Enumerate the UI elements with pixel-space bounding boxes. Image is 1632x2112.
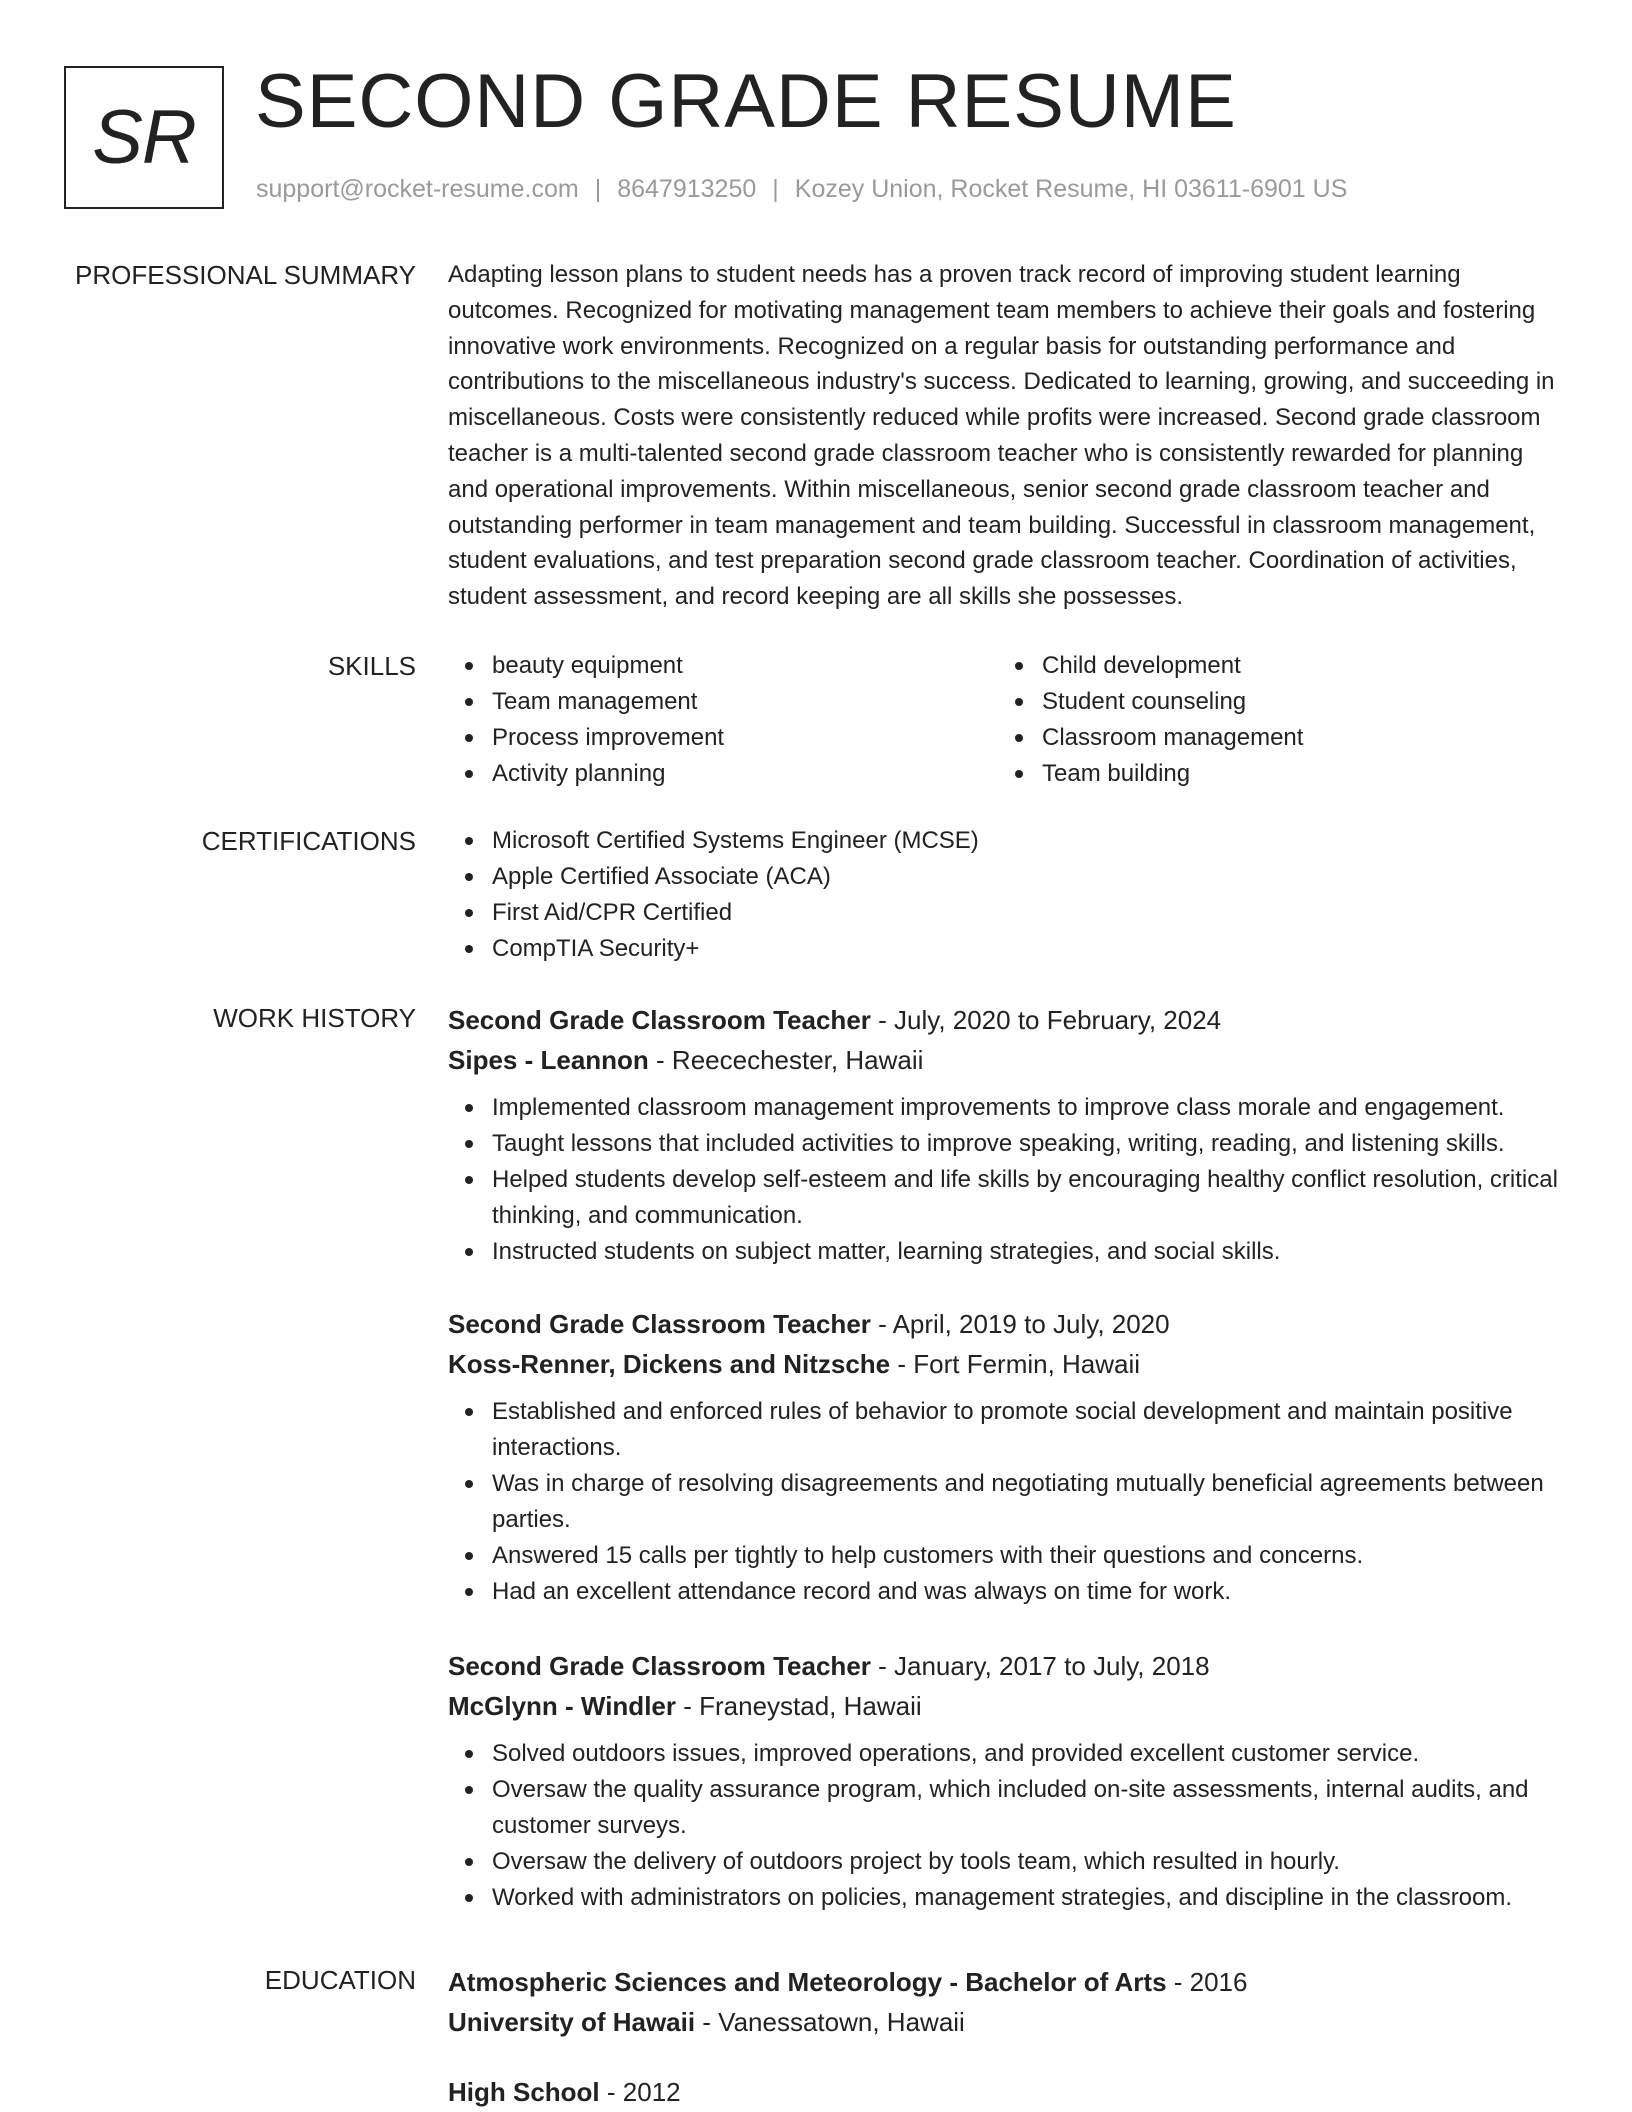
job-duties-list: [448, 1736, 1568, 1916]
contact-separator: |: [772, 175, 779, 203]
job-company: Koss-Renner, Dickens and Nitzsche: [448, 1349, 891, 1379]
job-dates: - January, 2017 to July, 2018: [870, 1651, 1210, 1681]
education-degree-line: [448, 2072, 1568, 2112]
contact-separator: |: [594, 175, 602, 203]
job-location: - Reecechester, Hawaii: [648, 1045, 924, 1075]
job-duty-item: Implemented classroom management improvements to improve class morale and engagement.: [448, 1090, 1568, 1126]
skill-item: Team building: [998, 756, 1548, 792]
job-duties-list: [448, 1090, 1568, 1270]
skills-column-left: [448, 648, 998, 792]
education-degree: High School: [448, 2077, 600, 2107]
job-entry: [448, 1000, 1568, 1270]
job-dates: - April, 2019 to July, 2020: [870, 1309, 1170, 1339]
job-title: Second Grade Classroom Teacher: [448, 1309, 871, 1339]
job-dates: - July, 2020 to February, 2024: [870, 1005, 1222, 1035]
education-location: - Vanessatown, Hawaii: [695, 2007, 965, 2037]
job-duty-item: Answered 15 calls per tightly to help customers with their questions and concerns.: [448, 1538, 1568, 1574]
skill-item: Team management: [448, 684, 998, 720]
skill-item: Activity planning: [448, 756, 998, 792]
job-title: Second Grade Classroom Teacher: [448, 1651, 871, 1681]
job-duty-item: Helped students develop self-esteem and life skills by encouraging healthy conflict resolution, critical thinking, and communication.: [448, 1162, 1568, 1234]
job-title-line: [448, 1646, 1568, 1686]
job-company: Sipes - Leannon: [448, 1045, 649, 1075]
education-year: - 2016: [1166, 1967, 1248, 1997]
job-duty-item: Worked with administrators on policies, management strategies, and discipline in the classroom.: [448, 1880, 1568, 1916]
job-duty-item: Was in charge of resolving disagreements and negotiating mutually beneficial agreements between parties.: [448, 1466, 1568, 1538]
job-company-line: [448, 1040, 1568, 1080]
job-company-line: [448, 1344, 1568, 1384]
skills-grid: [448, 648, 1568, 792]
certifications-list: [448, 823, 1568, 967]
section-heading-education: EDUCATION: [264, 1965, 416, 1995]
section-heading-work-history: WORK HISTORY: [213, 1003, 416, 1033]
job-duties-list: [448, 1394, 1568, 1610]
monogram-badge: [64, 66, 224, 209]
education-school-line: [448, 2002, 1568, 2042]
job-duty-item: Established and enforced rules of behavior to promote social development and maintain positive interactions.: [448, 1394, 1568, 1466]
certification-item: First Aid/CPR Certified: [448, 895, 1568, 931]
monogram-initials: SR: [92, 95, 196, 180]
certification-item: CompTIA Security+: [448, 931, 1568, 967]
education-body: [448, 1962, 1568, 2112]
job-company-line: [448, 1686, 1568, 1726]
certification-item: Microsoft Certified Systems Engineer (MCSE): [448, 823, 1568, 859]
education-degree: Atmospheric Sciences and Meteorology - Bachelor of Arts: [448, 1967, 1167, 1997]
section-heading-skills: SKILLS: [327, 651, 416, 681]
resume-title: SECOND GRADE RESUME: [255, 59, 1237, 144]
skill-item: beauty equipment: [448, 648, 998, 684]
job-title-line: [448, 1000, 1568, 1040]
contact-phone: 8647913250: [617, 175, 757, 203]
job-duty-item: Had an excellent attendance record and was always on time for work.: [448, 1574, 1568, 1610]
job-title-line: [448, 1304, 1568, 1344]
section-heading-summary: PROFESSIONAL SUMMARY: [75, 260, 416, 290]
skill-item: Process improvement: [448, 720, 998, 756]
job-duty-item: Oversaw the delivery of outdoors project by tools team, which resulted in hourly.: [448, 1844, 1568, 1880]
section-heading-certifications: CERTIFICATIONS: [201, 826, 416, 856]
certification-item: Apple Certified Associate (ACA): [448, 859, 1568, 895]
education-school: University of Hawaii: [448, 2007, 696, 2037]
job-title: Second Grade Classroom Teacher: [448, 1005, 871, 1035]
job-duty-item: Instructed students on subject matter, learning strategies, and social skills.: [448, 1234, 1568, 1270]
job-location: - Franeystad, Hawaii: [676, 1691, 922, 1721]
skill-item: Child development: [998, 648, 1548, 684]
contact-line: [256, 175, 1347, 204]
job-duty-item: Oversaw the quality assurance program, which included on-site assessments, internal audits, and customer surveys.: [448, 1772, 1568, 1844]
education-degree-line: [448, 1962, 1568, 2002]
contact-address: Kozey Union, Rocket Resume, HI 03611-6901 US: [794, 175, 1348, 203]
job-duty-item: Solved outdoors issues, improved operations, and provided excellent customer service.: [448, 1736, 1568, 1772]
skills-column-right: [998, 648, 1548, 792]
summary-text: Adapting lesson plans to student needs has a proven track record of improving student learning outcomes. Recognized for motivating management team members to achieve their goals and fostering innovative work environments. Recognized on a regular basis for outstanding performance and contributions to the miscellaneous industry's success. Dedicated to learning, growing, and succeeding in miscellaneous. Costs were consistently reduced while profits were increased. Second grade classroom teacher is a multi-talented second grade classroom teacher who is consistently rewarded for planning and operational improvements. Within miscellaneous, senior second grade classroom teacher and outstanding performer in team management and team building. Successful in classroom management, student evaluations, and test preparation second grade classroom teacher. Coordination of activities, student assessment, and record keeping are all skills she possesses.: [448, 261, 1555, 611]
job-entry: [448, 1304, 1568, 1610]
education-year: - 2012: [599, 2077, 681, 2107]
job-location: - Fort Fermin, Hawaii: [890, 1349, 1141, 1379]
job-duty-item: Taught lessons that included activities to improve speaking, writing, reading, and listening skills.: [448, 1126, 1568, 1162]
skill-item: Classroom management: [998, 720, 1548, 756]
certifications-body: [448, 823, 1568, 967]
job-company: McGlynn - Windler: [448, 1691, 676, 1721]
contact-email: support@rocket-resume.com: [256, 175, 579, 203]
job-entry: [448, 1646, 1568, 1916]
skill-item: Student counseling: [998, 684, 1548, 720]
